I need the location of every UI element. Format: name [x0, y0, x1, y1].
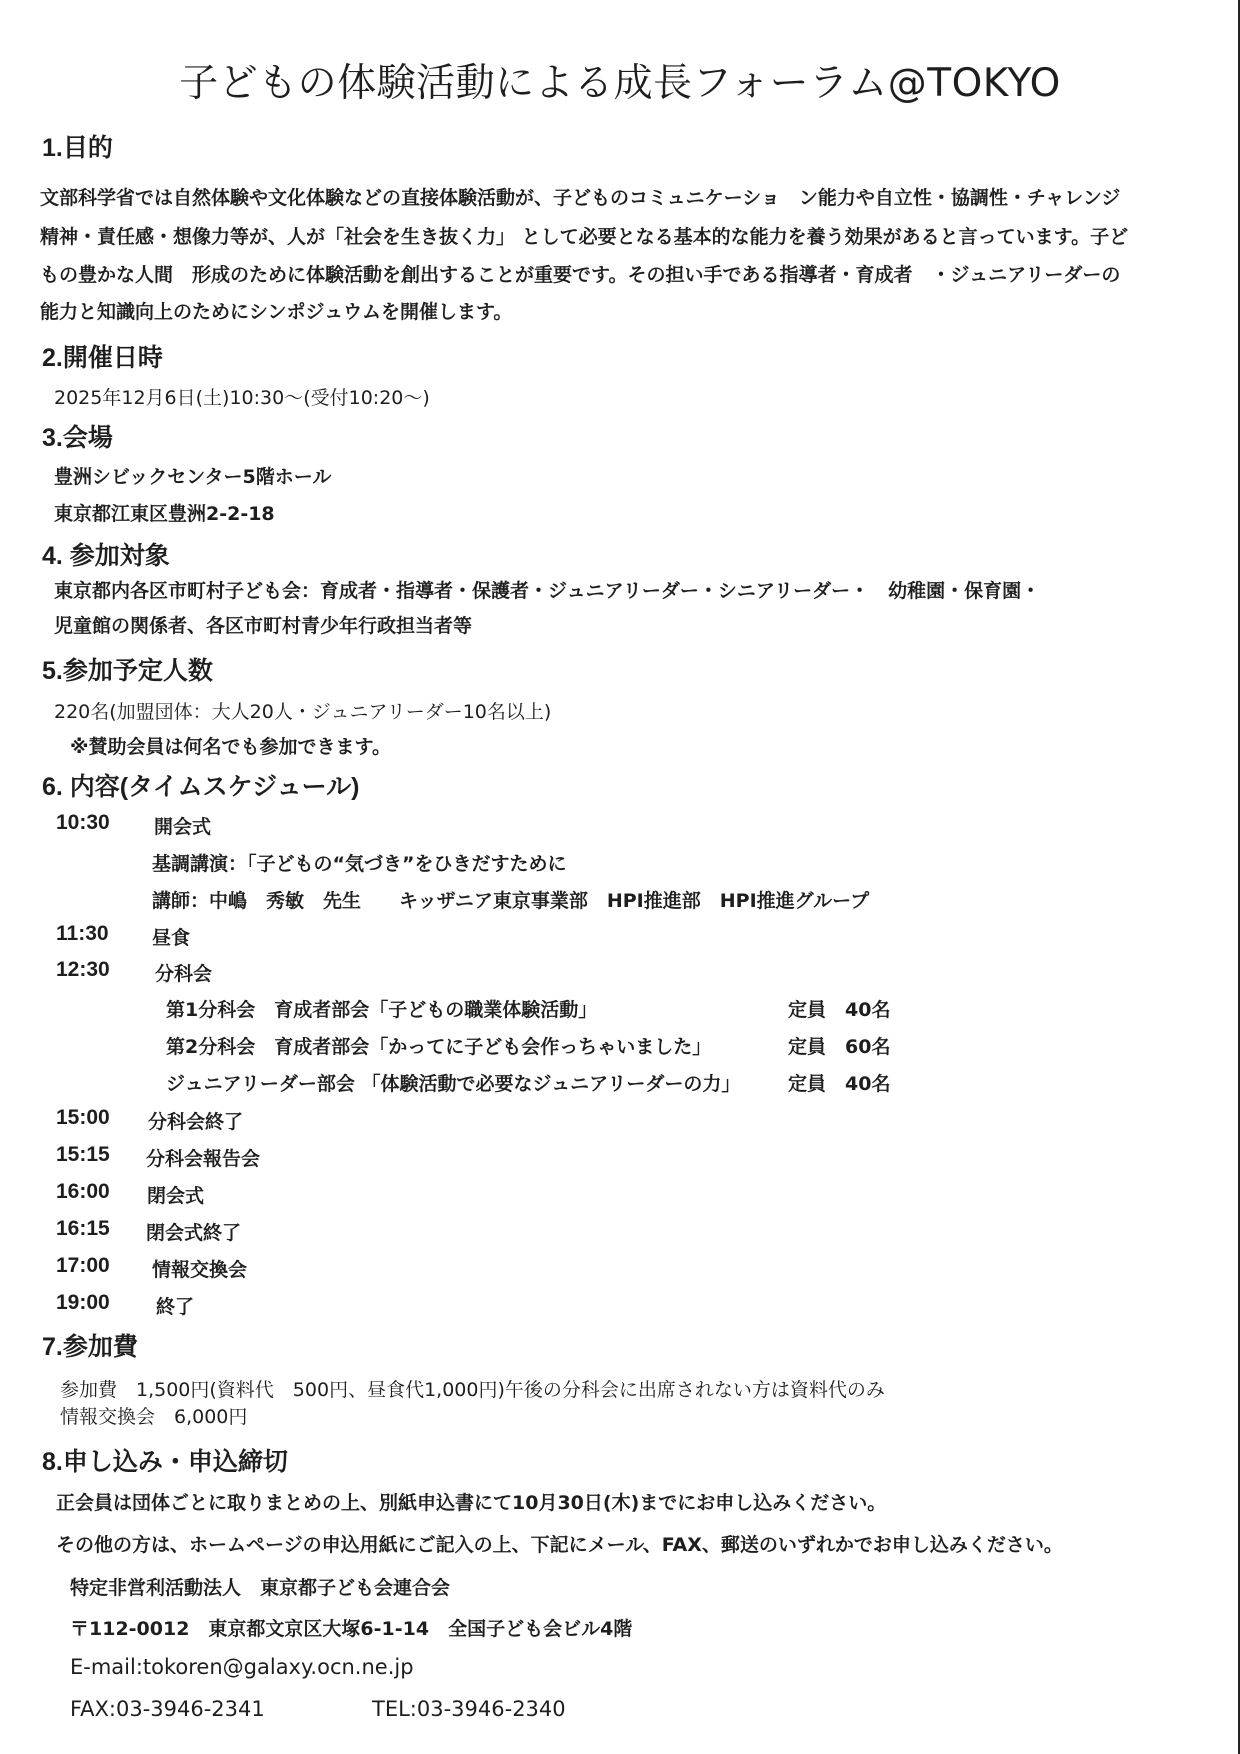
schedule-label: 分科会終了: [148, 1111, 244, 1133]
schedule-time: 10:30: [56, 811, 110, 834]
schedule-time: 16:00: [56, 1180, 110, 1203]
section-heading-datetime: 2.開催日時: [42, 344, 163, 372]
venue-name: 豊洲シビックセンター5階ホール: [54, 466, 332, 488]
schedule-time: 19:00: [56, 1291, 110, 1314]
page-title: 子どもの体験活動による成長フォーラム@TOKYO: [179, 61, 1061, 106]
purpose-line: 文部科学省では自然体験や文化体験などの直接体験活動が、子どものコミュニケーショ ン能力や自立性・協調性・チャレンジ: [40, 187, 1121, 209]
venue-address: 東京都江東区豊洲2-2-18: [54, 503, 275, 525]
contact-org: 特定非営利活動法人 東京都子ども会連合会: [70, 1577, 451, 1599]
section-heading-audience: 4. 参加対象: [42, 542, 170, 570]
session-capacity: 定員 40名: [788, 999, 891, 1021]
contact-fax: FAX:03-3946-2341: [70, 1697, 265, 1721]
capacity-note: ※賛助会員は何名でも参加できます。: [70, 736, 391, 758]
session-capacity: 定員 40名: [788, 1073, 891, 1095]
purpose-line: もの豊かな人間 形成のために体験活動を創出することが重要です。その担い手である指導者・育成者 ・ジュニアリーダーの: [40, 264, 1121, 286]
schedule-label: 情報交換会: [152, 1259, 248, 1281]
fee-line: 情報交換会 6,000円: [60, 1406, 248, 1428]
schedule-time: 17:00: [56, 1254, 110, 1277]
audience-line: 東京都内各区市町村子ども会：育成者・指導者・保護者・ジュニアリーダー・シニアリーダー・ 幼稚園・保育園・: [54, 580, 1041, 602]
fee-line: 参加費 1,500円(資料代 500円、昼食代1,000円)午後の分科会に出席されない方は資料代のみ: [60, 1379, 885, 1401]
lecturer-name: 講師：中嶋 秀敏 先生: [152, 890, 362, 912]
lecturer-org: キッザニア東京事業部 HPI推進部 HPI推進グループ: [399, 890, 870, 912]
schedule-time: 12:30: [56, 958, 110, 981]
session-name: ジュニアリーダー部会 「体験活動で必要なジュニアリーダーの力」: [166, 1073, 741, 1095]
section-heading-purpose: 1.目的: [42, 134, 113, 162]
contact-tel: TEL:03-3946-2340: [372, 1697, 566, 1721]
application-line: その他の方は、ホームページの申込用紙にご記入の上、下記にメール、FAX、郵送のいずれかでお申し込みください。: [56, 1534, 1063, 1556]
schedule-label: 分科会: [155, 963, 213, 985]
schedule-time: 15:15: [56, 1143, 110, 1166]
schedule-time: 15:00: [56, 1106, 110, 1129]
contact-email: E-mail:tokoren@galaxy.ocn.ne.jp: [70, 1655, 414, 1679]
capacity-total: 220名(加盟団体：大人20人・ジュニアリーダー10名以上): [54, 701, 552, 723]
event-datetime: 2025年12月6日(土)10:30～(受付10:20～): [54, 387, 430, 409]
session-name: 第1分科会 育成者部会「子どもの職業体験活動」: [166, 999, 598, 1021]
section-heading-schedule: 6. 内容(タイムスケジュール): [42, 773, 360, 801]
schedule-label: 閉会式終了: [146, 1222, 242, 1244]
session-capacity: 定員 60名: [788, 1036, 891, 1058]
section-heading-venue: 3.会場: [42, 424, 113, 452]
audience-line: 児童館の関係者、各区市町村青少年行政担当者等: [54, 615, 473, 637]
application-line: 正会員は団体ごとに取りまとめの上、別紙申込書にて10月30日(木)までにお申し込みください。: [56, 1492, 887, 1514]
schedule-label: 閉会式: [147, 1185, 205, 1207]
section-heading-fee: 7.参加費: [42, 1333, 138, 1361]
purpose-line: 能力と知識向上のためにシンポジュウムを開催します。: [40, 301, 513, 323]
schedule-label: 開会式: [154, 816, 212, 838]
section-heading-capacity: 5.参加予定人数: [42, 657, 213, 685]
schedule-label: 終了: [156, 1296, 195, 1318]
section-heading-application: 8.申し込み・申込締切: [42, 1448, 288, 1476]
schedule-label: 昼食: [152, 927, 191, 949]
schedule-time: 16:15: [56, 1217, 110, 1240]
purpose-line: 精神・責任感・想像力等が、人が「社会を生き抜く力」 として必要となる基本的な能力を養う効果があると言っています。子ど: [40, 226, 1129, 248]
session-name: 第2分科会 育成者部会「かってに子ども会作っちゃいました」: [166, 1036, 712, 1058]
keynote-title: 基調講演：「子どもの“気づき”をひきだすために: [152, 853, 567, 875]
contact-address: 〒112-0012 東京都文京区大塚6-1-14 全国子ども会ビル4階: [70, 1618, 633, 1640]
schedule-time: 11:30: [56, 922, 109, 945]
schedule-label: 分科会報告会: [146, 1148, 261, 1170]
